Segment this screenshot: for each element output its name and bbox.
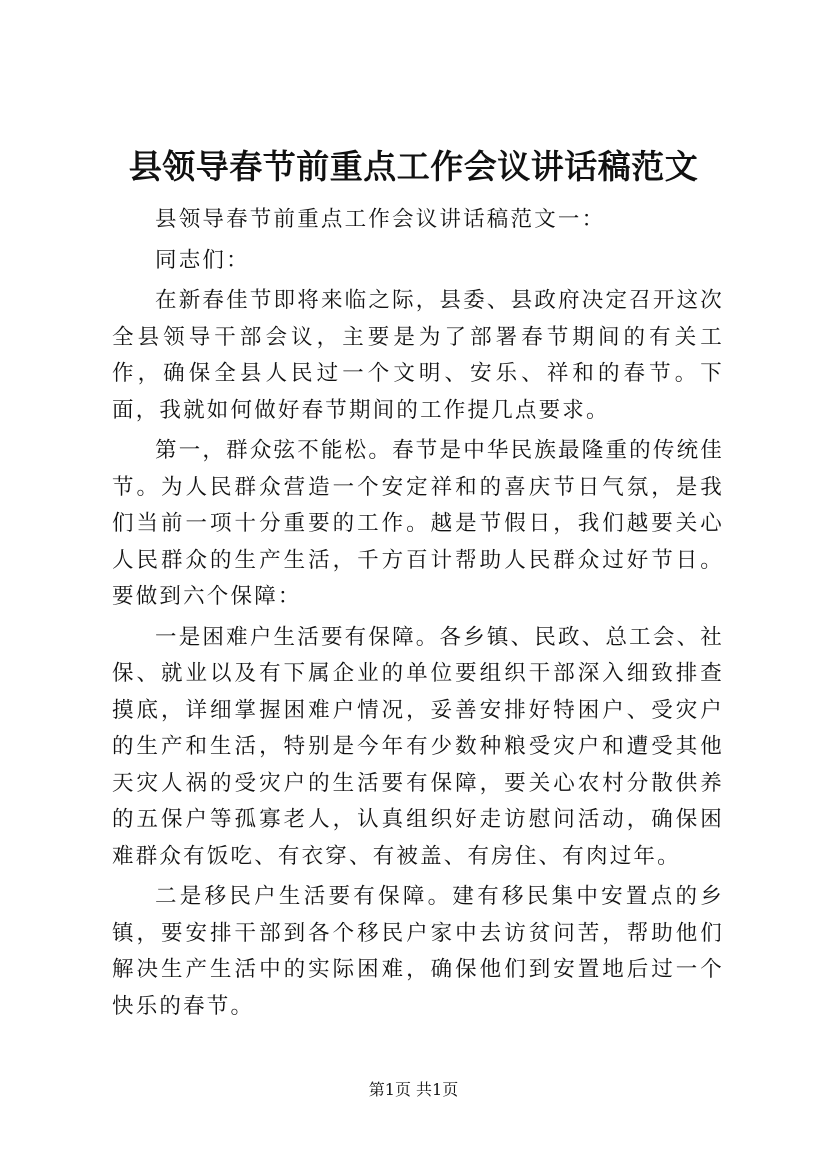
paragraph-guarantee-one: 一是困难户生活要有保障。各乡镇、民政、总工会、社保、就业以及有下属企业的单位要组织干部深入细致排查摸底，详细掌握困难户情况，妥善安排好特困户、受灾户的生产和生活，特别是今年有少数种粮受灾户和遭受其他天灾人祸的受灾户的生活要有保障，要关心农村分散供养的五保户等孤寡老人，认真组织好走访慰问活动，确保困难群众有饭吃、有衣穿、有被盖、有房住、有肉过年。 (112, 624, 724, 869)
paragraph-salutation: 同志们： (155, 247, 250, 273)
paragraph-point-one: 第一，群众弦不能松。春节是中华民族最隆重的传统佳节。为人民群众营造一个安定祥和的喜庆节日气氛，是我们当前一项十分重要的工作。越是节假日，我们越要关心人民群众的生产生活，千方百计帮助人民群众过好节日。要做到六个保障： (112, 438, 724, 609)
paragraph-guarantee-two: 二是移民户生活要有保障。建有移民集中安置点的乡镇，要安排干部到各个移民户家中去访贫问苦，帮助他们解决生产生活中的实际困难，确保他们到安置地后过一个快乐的春节。 (112, 884, 724, 1019)
page-footer: 第1页 共1页 (368, 1080, 459, 1099)
paragraph-intro: 在新春佳节即将来临之际，县委、县政府决定召开这次全县领导干部会议，主要是为了部署春节期间的有关工作，确保全县人民过一个文明、安乐、祥和的春节。下面，我就如何做好春节期间的工作提几点要求。 (112, 288, 724, 423)
paragraph-subtitle: 县领导春节前重点工作会议讲话稿范文一： (155, 207, 606, 232)
document-body (112, 196, 724, 1025)
document-title: 县领导春节前重点工作会议讲话稿范文 (128, 147, 699, 186)
